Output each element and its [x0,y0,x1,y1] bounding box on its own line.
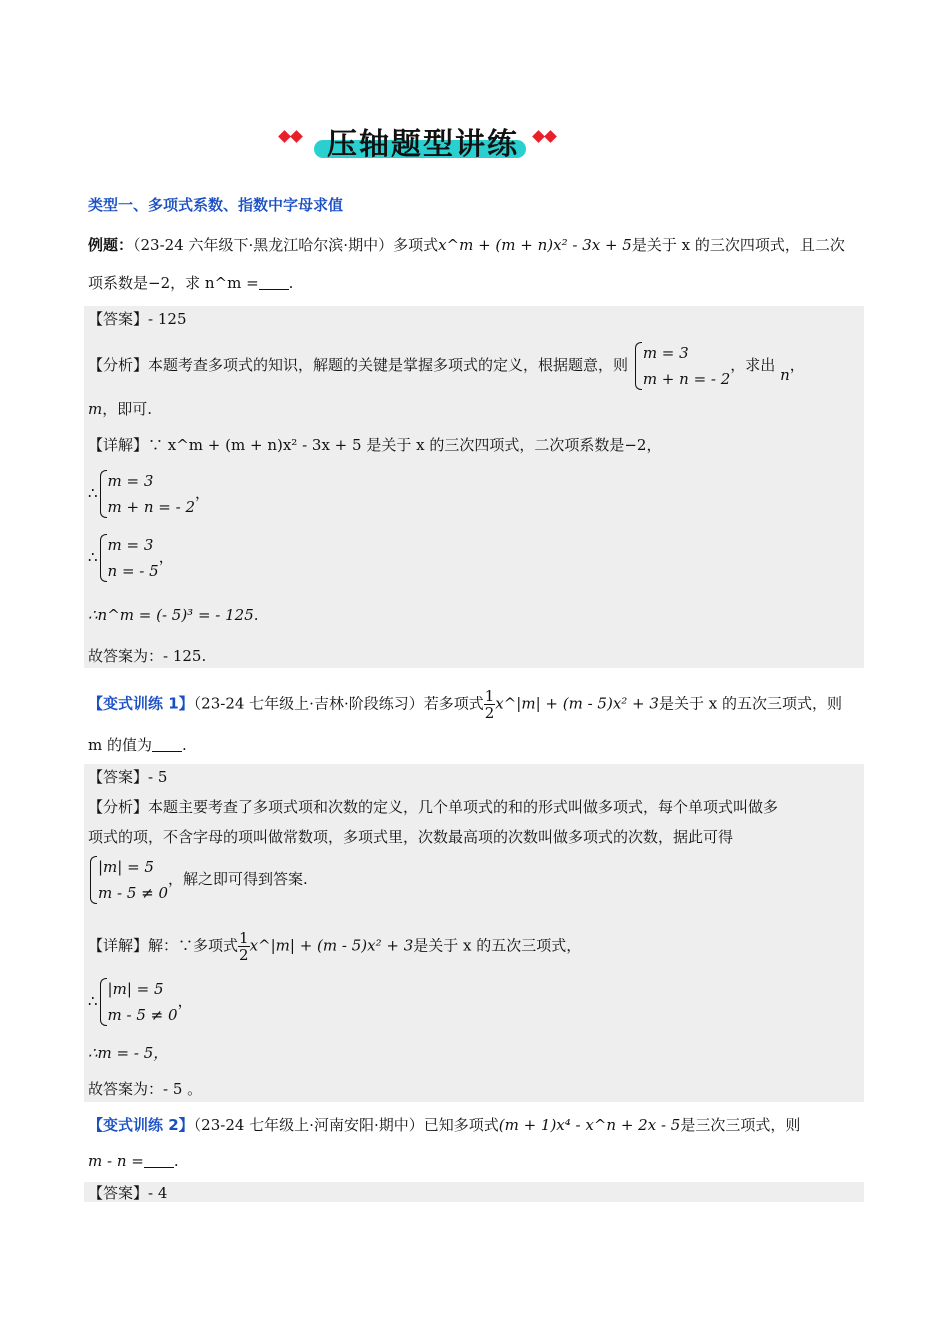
equation-system [98,468,195,520]
answer-blank [144,1153,174,1168]
analysis-label: 【分析】 [88,356,149,374]
practice1-analysis-line2 [88,826,733,848]
practice1-analysis-line3 [88,854,308,906]
analysis-variable-m: m [88,400,103,418]
practice1-source: （23-24 七年级上·吉林·阶段练习）若多项式 [193,694,484,713]
detail-text: 解：∵多项式 [148,936,239,955]
fraction-one-half: $\frac{1}{2}$ [484,687,495,722]
practice2-solution-box [84,1182,864,1202]
answer-blank [259,275,289,290]
example-system1: ∴ m = 3 m + n = - 2 ， [88,468,210,520]
answer-value: - 5 [148,768,168,786]
practice2-line2: m - n = [88,1152,144,1170]
equation: m = 3 [107,472,154,490]
practice1-poly: x^|m| + (m - 5)x² + 3 [495,694,659,713]
practice2-source: （23-24 七年级上·河南安阳·期中）已知多项式 [193,1116,499,1134]
equation: m = 3 [107,536,154,554]
example-final [88,645,206,667]
analysis-end: ，求出 [730,356,776,374]
example-analysis: 【分析】本题考查多项式的知识，解题的关键是掌握多项式的定义，根据题意，则 m = 3 m + n = - 2 ，求出 n， [88,340,805,392]
practice1-answer [88,766,167,788]
analysis-line2: ，即可. [102,400,153,418]
final-answer: 故答案为：- 5 。 [88,1080,203,1098]
example-system2: ∴ m = 3 n = - 5 ， [88,532,174,584]
practice1-system: ∴ |m| = 5 m - 5 ≠ 0 ， [88,976,193,1028]
page-title: 压轴题型讲练 [327,127,519,162]
example-source: （23-24 六年级下·黑龙江哈尔滨·期中）多项式 [133,236,439,254]
practice1-result [88,1042,168,1064]
equation: m - 5 ≠ 0 [107,1006,178,1024]
answer-label: 【答案】 [88,768,149,786]
example-question-line1 [88,234,845,256]
example-after: 是关于 x 的三次四项式，且二次 [631,236,845,254]
example-question-line2: 项系数是−2，求 n^m = . [88,274,294,292]
equation-system [98,532,159,584]
title-banner [278,115,568,165]
analysis-text: ，解之即可得到答案. [168,870,308,888]
answer-blank [152,737,182,752]
practice1-after: 是关于 x 的五次三项式，则 [658,694,842,713]
example-label: 例题： [88,236,134,254]
practice2-label: 【变式训练 2】 [88,1116,194,1134]
analysis-variable-n: n [780,366,790,384]
practice2-after: 是三次三项式，则 [680,1116,801,1134]
practice2-answer [88,1182,167,1204]
equation: |m| = 5 [107,980,164,998]
answer-label: 【答案】 [88,310,149,328]
answer-label: 【答案】 [88,1184,149,1202]
equation-system [633,340,730,392]
practice1-poly: x^|m| + (m - 5)x² + 3 [249,936,414,955]
answer-value: - 125 [148,310,187,328]
example-answer [88,308,186,330]
analysis-text: 本题考查多项式的知识，解题的关键是掌握多项式的定义，根据题意，则 [148,356,629,374]
equation-system [98,976,178,1028]
practice1-analysis-line1 [88,796,778,818]
practice2-question-line1 [88,1114,800,1136]
practice1-label: 【变式训练 1】 [88,694,194,713]
practice1-question-line1 [88,688,842,721]
final-answer: 故答案为：- 125. [88,647,207,665]
section-title: 类型一、多项式系数、指数中字母求值 [88,196,344,214]
detail-label: 【详解】 [88,936,149,955]
result-text: ∴m = - 5， [88,1044,169,1062]
practice2-poly: (m + 1)x⁴ - x^n + 2x - 5 [498,1116,681,1134]
fraction-one-half: $\frac{1}{2}$ [239,929,249,964]
equation: m + n = - 2 [107,498,196,516]
detail-after: 是关于 x 的五次三项式， [413,936,582,955]
example-line2: 项系数是−2，求 n^m = [88,274,259,292]
equation: |m| = 5 [98,858,154,876]
practice1-final [88,1078,202,1100]
equation: m - 5 ≠ 0 [98,884,169,902]
example-result: ∴n^m = (- 5)³ = - 125. [88,606,259,624]
practice1-line2: m 的值为 [88,736,152,754]
result-text: ∴n^m = (- 5)³ = - 125 [88,606,254,624]
equation: m + n = - 2 [642,370,731,388]
practice1-detail [88,930,581,963]
analysis-text: 项式的项，不含字母的项叫做常数项，多项式里，次数最高项的次数叫做多项式的次数，据此可得 [88,828,734,846]
equation-system [88,854,168,906]
equation: m = 3 [642,344,689,362]
example-poly: x^m + (m + n)x² - 3x + 5 [438,236,632,254]
practice1-question-line2: m 的值为 . [88,736,187,754]
detail-text: ∵ x^m + (m + n)x² - 3x + 5 是关于 x 的三次四项式，二次项系数是−2， [148,436,662,454]
example-analysis-line2 [88,398,152,420]
detail-label: 【详解】 [88,436,149,454]
analysis-label: 【分析】 [88,798,149,816]
answer-value: - 4 [148,1184,168,1202]
equation: n = - 5 [107,562,159,580]
practice2-question-line2: m - n = . [88,1152,179,1170]
analysis-text: 本题主要考查了多项式项和次数的定义，几个单项式的和的形式叫做多项式，每个单项式叫做多 [148,798,779,816]
example-detail [88,434,661,456]
